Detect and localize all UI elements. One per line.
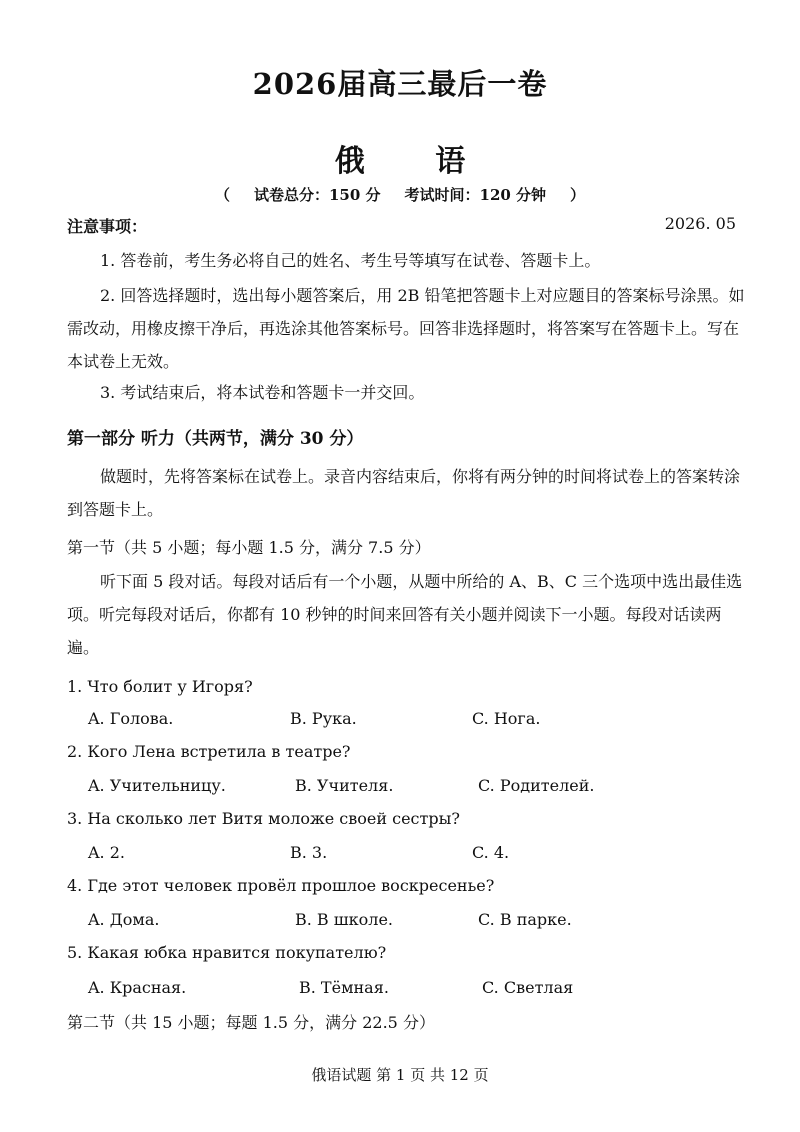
q2-option-c: C. Родителей.	[478, 776, 595, 795]
paren-close: ）	[570, 186, 586, 204]
q4-option-a: A. Дома.	[88, 910, 160, 929]
q2-option-a: A. Учительницу.	[88, 776, 226, 795]
question-2: 2. Кого Лена встретила в театре?	[67, 742, 351, 761]
notice-heading: 注意事项：	[67, 217, 148, 236]
section1-title: 第一节（共 5 小题；每小题 1.5 分，满分 7.5 分）	[67, 538, 431, 557]
q4-option-b: B. В школе.	[295, 910, 393, 929]
paren-open: （	[214, 186, 230, 204]
question-1: 1. Что болит у Игоря?	[67, 677, 253, 696]
q1-option-b: B. Рука.	[290, 709, 357, 728]
q2-option-b: B. Учителя.	[295, 776, 394, 795]
exam-info	[0, 184, 800, 205]
total-score: 试卷总分：150 分	[253, 186, 381, 204]
exam-time: 考试时间：120 分钟	[404, 186, 547, 204]
exam-date: 2026. 05	[664, 214, 736, 233]
notice-item-1: 1. 答卷前，考生务必将自己的姓名、考生号等填写在试卷、答题卡上。	[100, 251, 601, 270]
subject-title: 俄 语	[334, 144, 466, 179]
q5-option-a: A. Красная.	[88, 978, 187, 997]
q5-option-b: B. Тёмная.	[299, 978, 389, 997]
question-5: 5. Какая юбка нравится покупателю?	[67, 943, 387, 962]
notice-item-3: 3. 考试结束后，将本试卷和答题卡一并交回。	[100, 383, 425, 402]
part1-title: 第一部分 听力（共两节，满分 30 分）	[67, 429, 364, 449]
q1-option-a: A. Голова.	[88, 709, 174, 728]
question-3: 3. На сколько лет Витя моложе своей сестры?	[67, 809, 460, 828]
section2-title: 第二节（共 15 小题；每题 1.5 分，满分 22.5 分）	[67, 1013, 435, 1032]
q3-option-b: B. 3.	[290, 843, 328, 862]
question-4: 4. Где этот человек провёл прошлое воскресенье?	[67, 876, 495, 895]
q5-option-c: C. Светлая	[482, 978, 574, 997]
q3-option-a: A. 2.	[88, 843, 125, 862]
page-footer: 俄语试题 第 1 页 共 12 页	[311, 1066, 489, 1084]
part1-intro: 做题时，先将答案标在试卷上。录音内容结束后，你将有两分钟的时间将试卷上的答案转涂到答题卡上。	[67, 467, 741, 519]
q1-option-c: C. Нога.	[472, 709, 541, 728]
q4-option-c: C. В парке.	[478, 910, 572, 929]
notice-item-2: 2. 回答选择题时，选出每小题答案后，用 2B 铅笔把答题卡上对应题目的答案标号涂黑。如需改动，用橡皮擦干净后，再选涂其他答案标号。回答非选择题时，将答案写在答题卡上。写在本试卷上无效。	[67, 286, 745, 371]
q3-option-c: C. 4.	[472, 843, 510, 862]
exam-title: 2026届高三最后一卷	[252, 67, 548, 101]
section1-instructions: 听下面 5 段对话。每段对话后有一个小题，从题中所给的 A、B、C 三个选项中选出最佳选项。听完每段对话后，你都有 10 秒钟的时间来回答有关小题并阅读下一小题。每段对话读两遍。	[67, 572, 743, 657]
